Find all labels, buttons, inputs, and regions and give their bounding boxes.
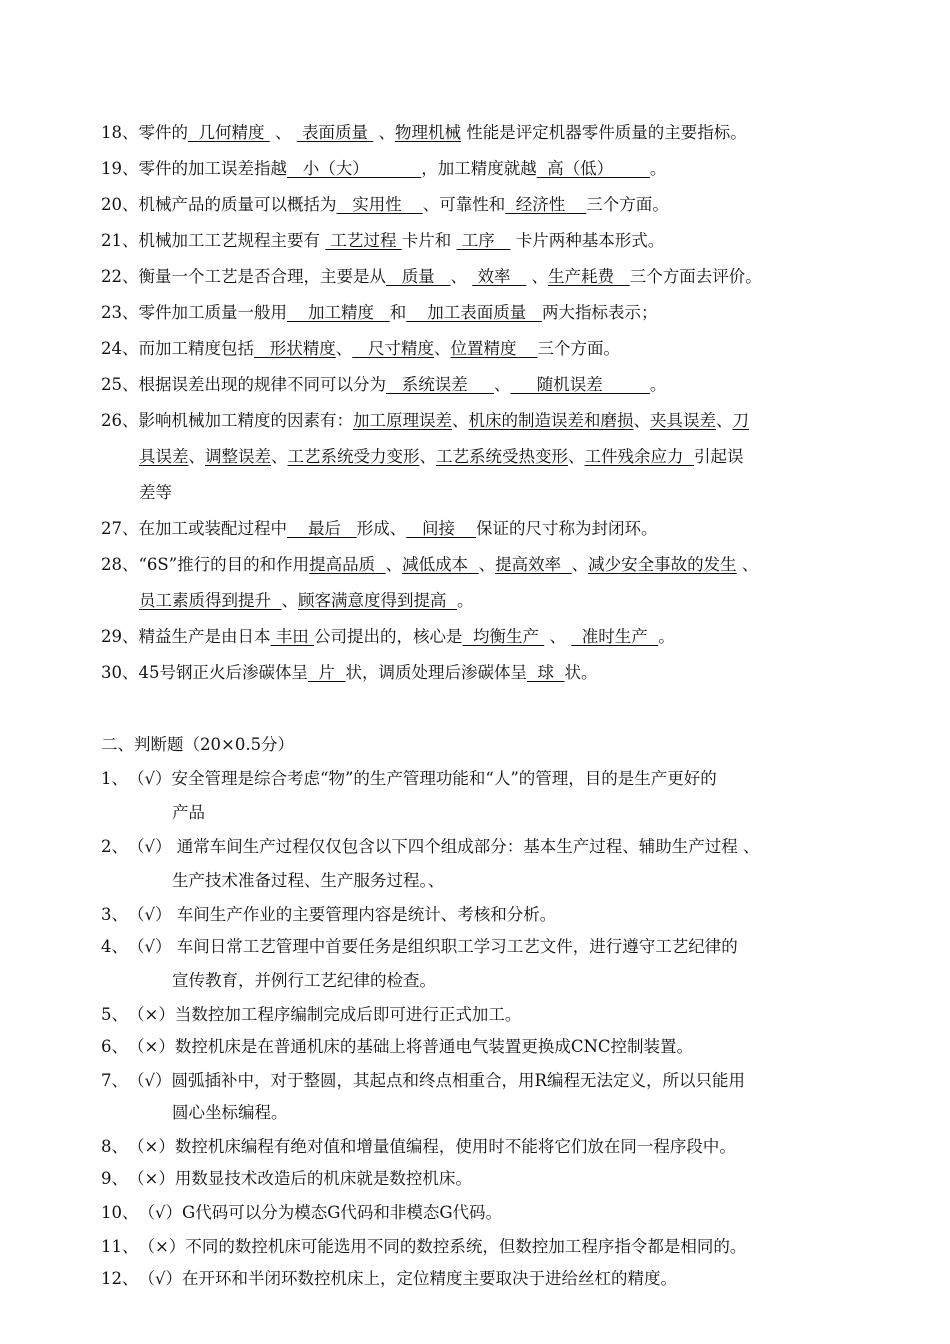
question-number: 29、 (101, 627, 139, 646)
question-text: 、 (450, 267, 473, 286)
answer-blank: 工艺系统受热变形 (436, 447, 568, 466)
answer-blank: 表面质量 (296, 123, 374, 142)
answer-blank: 加工表面质量 (406, 303, 542, 322)
question-28 (101, 554, 758, 576)
separator: 、 (571, 555, 589, 574)
answer-blank: 生产耗费 (547, 267, 630, 286)
tf-item-7 (101, 1070, 745, 1092)
answer-blank: 加工原理误差 (353, 411, 452, 430)
question-text: 、 (736, 555, 759, 574)
question-text: 在加工或装配过程中 (138, 519, 287, 538)
answer-blank: 几何精度 (188, 123, 270, 142)
question-number: 10、 (101, 1203, 139, 1222)
answer-mark: （√） (128, 905, 172, 924)
answer-mark: （×） (128, 1169, 175, 1188)
question-text: 、 (526, 267, 548, 286)
question-18 (101, 122, 747, 144)
answer-blank: 丰田 (270, 627, 314, 646)
question-text: 、 (373, 123, 395, 142)
tf-item-12 (101, 1268, 677, 1290)
question-20 (101, 194, 669, 216)
question-number: 19、 (101, 159, 139, 178)
answer-blank: 系统误差 (386, 375, 494, 394)
question-text: 在开环和半闭环数控机床上，定位精度主要取决于进给丝杠的精度。 (182, 1269, 678, 1288)
question-text: 精益生产是由日本 (138, 627, 271, 646)
answer-mark: （×） (128, 1005, 175, 1024)
question-text: 、 (434, 339, 451, 358)
tf-item-4 (101, 936, 738, 958)
answer-mark: （√） (128, 1071, 172, 1090)
question-number: 5、 (101, 1005, 128, 1024)
answer-mark: （×） (138, 1237, 186, 1256)
question-number: 4、 (101, 937, 128, 956)
question-23 (101, 302, 657, 324)
answer-blank: 经济性 (505, 195, 587, 214)
answer-mark: （√） (138, 1203, 183, 1222)
answer-blank: 位置精度 (450, 339, 538, 358)
answer-blank: 物理机械 (395, 123, 461, 142)
answer-blank: 随机误差 (510, 375, 650, 394)
answer-blank: 机床的制造误差和磨损 (468, 411, 634, 430)
question-text: 、 (269, 123, 297, 142)
question-text: “6S”推行的目的和作用 (138, 555, 310, 574)
question-text: 。 (649, 159, 667, 178)
tf-item-2-continuation: 生产技术准备过程、生产服务过程。、 (172, 871, 445, 890)
tf-item-5 (101, 1004, 521, 1026)
answer-mark: （√） (128, 837, 172, 856)
question-text: 数控机床编程有绝对值和增量值编程，使用时不能将它们放在同一程序段中。 (174, 1137, 736, 1156)
answer-blank: 顾客满意度得到提高 (298, 591, 457, 610)
answer-blank: 高（低） (536, 159, 650, 178)
question-number: 26、 (101, 411, 139, 430)
question-text: 而加工精度包括 (138, 339, 254, 358)
question-text: 零件的 (138, 123, 188, 142)
tf-item-3 (101, 904, 556, 926)
question-text: 安全管理是综合考虑“物”的生产管理功能和“人”的管理，目的是生产更好的 (171, 769, 717, 788)
tf-item-8 (101, 1136, 736, 1158)
question-number: 9、 (101, 1169, 128, 1188)
question-text: 卡片和 (401, 231, 457, 250)
answer-blank: 提高效率 (495, 555, 572, 574)
question-text: 、可靠性和 (422, 195, 506, 214)
question-21 (101, 230, 664, 252)
section-heading: 二、判断题（20×0.5分） (101, 735, 295, 754)
question-text: 保证的尺寸称为封闭环。 (475, 519, 658, 538)
separator: 、 (419, 447, 436, 466)
tf-item-9 (101, 1168, 472, 1190)
question-number: 8、 (101, 1137, 128, 1156)
separator: 、 (633, 411, 650, 430)
question-text: 性能是评定机器零件质量的主要指标。 (461, 123, 747, 142)
answer-mark: （√） (138, 1269, 183, 1288)
question-text: 两大指标表示； (541, 303, 658, 322)
tf-item-1 (101, 768, 717, 790)
answer-blank: 均衡生产 (462, 627, 545, 646)
question-number: 7、 (101, 1071, 128, 1090)
question-28-continuation (139, 590, 474, 612)
answer-blank: 工艺过程 (325, 231, 402, 250)
question-number: 11、 (101, 1237, 139, 1256)
question-text: 影响机械加工精度的因素有： (138, 411, 353, 430)
question-text: 三个方面去评价。 (629, 267, 762, 286)
separator: 、 (188, 447, 205, 466)
question-text: 形成、 (356, 519, 407, 538)
question-text: 卡片两种基本形式。 (510, 231, 665, 250)
question-number: 25、 (101, 375, 139, 394)
answer-blank: 尺寸精度 (352, 339, 434, 358)
tf-item-10 (101, 1202, 502, 1224)
question-27 (101, 518, 657, 540)
question-29 (101, 626, 675, 648)
question-text: 差等 (139, 483, 172, 502)
question-text: 不同的数控机床可能选用不同的数控系统，但数控加工程序指令都是相同的。 (185, 1237, 747, 1256)
answer-mark: （×） (128, 1137, 175, 1156)
question-number: 6、 (101, 1037, 128, 1056)
question-text: 车间生产作业的主要管理内容是统计、考核和分析。 (171, 905, 557, 924)
question-26-continuation (139, 482, 172, 504)
answer-blank: 减低成本 (402, 555, 479, 574)
question-text: ，加工精度就越 (421, 159, 537, 178)
answer-blank: 具误差 (139, 447, 189, 466)
question-number: 28、 (101, 555, 139, 574)
tf-item-7-continuation: 圆心坐标编程。 (172, 1103, 288, 1122)
answer-blank: 间接 (406, 519, 476, 538)
tf-item-1-continuation: 产品 (172, 803, 205, 822)
question-number: 22、 (101, 267, 139, 286)
answer-mark: （×） (128, 1037, 175, 1056)
question-text: 当数控加工程序编制完成后即可进行正式加工。 (174, 1005, 522, 1024)
question-number: 23、 (101, 303, 139, 322)
question-text: 机械加工工艺规程主要有 (138, 231, 326, 250)
question-number: 30、 (101, 663, 139, 682)
question-text: 数控机床是在普通机床的基础上将普通电气装置更换成CNC控制装置。 (174, 1037, 694, 1056)
separator: 、 (271, 447, 288, 466)
tf-item-4-continuation: 宣传教育，并例行工艺纪律的检查。 (172, 971, 436, 990)
question-text: 、 (544, 627, 572, 646)
question-number: 18、 (101, 123, 139, 142)
question-26 (101, 410, 749, 432)
question-text: 、 (335, 339, 353, 358)
answer-blank: 形状精度 (254, 339, 336, 358)
question-text: 状。 (564, 663, 598, 682)
answer-blank: 刀 (732, 411, 749, 430)
question-24 (101, 338, 620, 360)
answer-blank: 片 (308, 663, 346, 682)
separator: 、 (385, 555, 403, 574)
question-text: 三个方面。 (586, 195, 669, 214)
question-text: 45号钢正火后渗碳体呈 (138, 663, 308, 682)
question-text: 车间日常工艺管理中首要任务是组织职工学习工艺文件，进行遵守工艺纪律的 (171, 937, 738, 956)
separator: 、 (452, 411, 469, 430)
tf-item-11 (101, 1236, 746, 1258)
question-number: 3、 (101, 905, 128, 924)
question-text: 根据误差出现的规律不同可以分为 (138, 375, 386, 394)
question-text: 。 (457, 591, 474, 610)
tf-item-2 (101, 836, 760, 858)
answer-blank: 实用性 (336, 195, 423, 214)
separator: 、 (478, 555, 496, 574)
question-text: 零件加工质量一般用 (138, 303, 287, 322)
question-text: 零件的加工误差指越 (138, 159, 287, 178)
question-number: 1、 (101, 769, 128, 788)
question-text: 状，调质处理后渗碳体呈 (345, 663, 527, 682)
question-text: 。 (658, 627, 675, 646)
answer-mark: （√） (128, 769, 172, 788)
separator: 、 (568, 447, 585, 466)
answer-blank: 工艺系统受力变形 (287, 447, 420, 466)
answer-blank: 加工精度 (287, 303, 390, 322)
question-text: 引起误 (694, 447, 744, 466)
question-number: 20、 (101, 195, 139, 214)
answer-blank: 提高品质 (309, 555, 386, 574)
question-30 (101, 662, 597, 684)
question-text: 机械产品的质量可以概括为 (138, 195, 337, 214)
question-26-continuation (139, 446, 744, 468)
question-text: 圆弧插补中，对于整圆，其起点和终点相重合，用R编程无法定义，所以只能用 (171, 1071, 745, 1090)
question-text: 用数显技术改造后的机床就是数控机床。 (174, 1169, 472, 1188)
question-number: 2、 (101, 837, 128, 856)
question-text: 和 (389, 303, 407, 322)
question-text: 通常车间生产过程仅仅包含以下四个组成部分：基本生产过程、辅助生产过程 、 (171, 837, 760, 856)
answer-blank: 工序 (456, 231, 511, 250)
question-19 (101, 158, 666, 180)
question-text: 、 (493, 375, 511, 394)
answer-blank: 效率 (472, 267, 527, 286)
question-22 (101, 266, 762, 288)
question-number: 27、 (101, 519, 139, 538)
question-number: 24、 (101, 339, 139, 358)
answer-blank: 球 (526, 663, 565, 682)
answer-blank: 员工素质得到提升 (139, 591, 282, 610)
separator: 、 (716, 411, 733, 430)
answer-blank: 准时生产 (571, 627, 659, 646)
answer-blank: 质量 (386, 267, 451, 286)
answer-blank: 调整误差 (205, 447, 271, 466)
question-25 (101, 374, 666, 396)
question-text: 。 (649, 375, 667, 394)
question-number: 21、 (101, 231, 139, 250)
answer-blank: 减少安全事故的发生 (588, 555, 737, 574)
question-text: 公司提出的，核心是 (314, 627, 463, 646)
answer-blank: 夹具误差 (650, 411, 716, 430)
tf-item-6 (101, 1036, 693, 1058)
question-text: G代码可以分为模态G代码和非模态G代码。 (182, 1203, 503, 1222)
separator: 、 (281, 591, 298, 610)
answer-blank: 小（大） (287, 159, 422, 178)
answer-mark: （√） (128, 937, 172, 956)
question-text: 衡量一个工艺是否合理，主要是从 (138, 267, 386, 286)
answer-blank: 工件残余应力 (584, 447, 694, 466)
answer-blank: 最后 (287, 519, 357, 538)
question-number: 12、 (101, 1269, 139, 1288)
question-text: 三个方面。 (537, 339, 620, 358)
